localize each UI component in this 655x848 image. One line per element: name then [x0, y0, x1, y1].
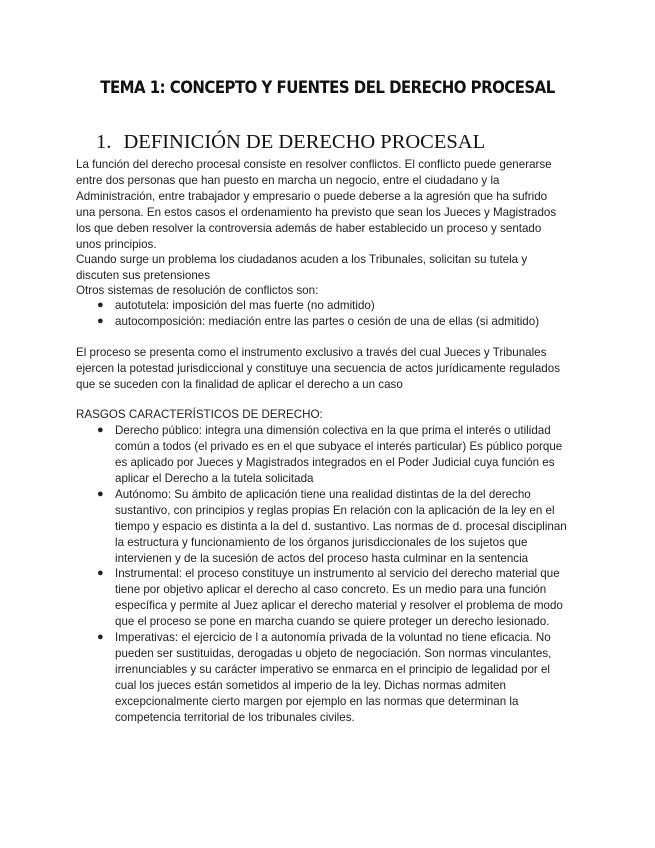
traits-heading: RASGOS CARACTERÍSTICOS DE DERECHO: [76, 408, 323, 421]
list-item-line: Instrumental: el proceso constituye un instrumento al servicio del derecho material que [115, 567, 560, 580]
list-item-line: pueden ser sustituidas, derogadas u objeto de negociación. Son normas vinculantes, [115, 647, 552, 660]
text-line: unos principios. [76, 238, 157, 251]
text-line: los que deben resolver la controversia además de haber establecido un proceso y sentado [76, 222, 542, 235]
text-line: Cuando surge un problema los ciudadanos acuden a los Tribunales, solicitan su tutela y [76, 253, 528, 266]
text-line: La función del derecho procesal consiste en resolver conflictos. El conflicto puede generarse [76, 158, 552, 171]
bullet-icon: ● [97, 315, 104, 327]
page-title: TEMA 1: CONCEPTO Y FUENTES DEL DERECHO PROCESAL [100, 78, 555, 98]
list-item-line: tiene por objetivo aplicar el derecho al caso concreto. Es un medio para una función [115, 583, 547, 596]
list-item-line: irrenunciables y su carácter imperativo se enmarca en el principio de legalidad por el [115, 663, 550, 676]
list-item-line: intervienen y de la sucesión de actos del proceso hasta culminar en la sentencia [115, 552, 529, 565]
list-item-line: cual los jueces están sometidos al imperio de la ley. Dichas normas admiten [115, 679, 506, 692]
bullet-icon: ● [97, 299, 104, 311]
list-item-line: específica y permite al Juez aplicar el derecho material y resolver el problema de modo [115, 599, 563, 612]
section-heading [96, 131, 485, 154]
text-line: que se suceden con la finalidad de aplicar el derecho a un caso [76, 378, 403, 391]
text-line: entre dos personas que han puesto en marcha un negocio, entre el ciudadano y la [76, 174, 500, 187]
bullet-icon: ● [97, 567, 104, 579]
list-item-line: que el proceso se pone en marcha cuando se quiere proteger un derecho lesionado. [115, 615, 550, 628]
section-number: 1. [96, 131, 112, 153]
text-line: discuten sus pretensiones [76, 269, 211, 282]
list-item-line: común a todos (el privado es en el que subyace el interés particular) Es público porque [115, 440, 563, 453]
list-item-line: competencia territorial de los tribunales civiles. [115, 711, 355, 724]
text-line: una persona. En estos casos el ordenamiento ha previsto que sean los Jueces y Magistrados [76, 206, 557, 219]
list-item-line: aplicar el Derecho a la tutela solicitada [115, 472, 314, 485]
list-item-line: Derecho público: integra una dimensión colectiva en la que prima el interés o utilidad [115, 424, 551, 437]
text-line: Administración, entre trabajador y empresario o puede deberse a la agresión que ha sufrido [76, 190, 548, 203]
text-line: ejercen la potestad jurisdiccional y constituye una secuencia de actos jurídicamente regulados [76, 362, 560, 375]
bullet-icon: ● [97, 488, 104, 500]
list-item-line: sustantivo, con principios y reglas propias En relación con la aplicación de la ley en el [115, 504, 555, 517]
list-item-line: la estructura y funcionamiento de los órganos jurisdiccionales de los sujetos que [115, 536, 528, 549]
section-heading-text: DEFINICIÓN DE DERECHO PROCESAL [123, 131, 486, 153]
text-line: El proceso se presenta como el instrumento exclusivo a través del cual Jueces y Tribunales [76, 346, 547, 359]
bullet-icon: ● [97, 424, 104, 436]
list-item: autotutela: imposición del mas fuerte (no admitido) [115, 299, 375, 312]
text-line: Otros sistemas de resolución de conflictos son: [76, 284, 319, 297]
list-item: autocomposición: mediación entre las partes o cesión de una de ellas (si admitido) [115, 315, 540, 328]
list-item-line: tiempo y espacio es distinta a la del d. sustantivo. Las normas de d. procesal disciplinan [115, 520, 567, 533]
list-item-line: excepcionalmente cierto margen por ejemplo en las normas que determinan la [115, 695, 519, 708]
list-item-line: Autónomo: Su ámbito de aplicación tiene una realidad distintas de la del derecho [115, 488, 531, 501]
list-item-line: Imperativas: el ejercicio de l a autonomía privada de la voluntad no tiene eficacia. No [115, 631, 551, 644]
list-item-line: es aplicado por Jueces y Magistrados integrados en el Poder Judicial cuya función es [115, 456, 555, 469]
bullet-icon: ● [97, 631, 104, 643]
